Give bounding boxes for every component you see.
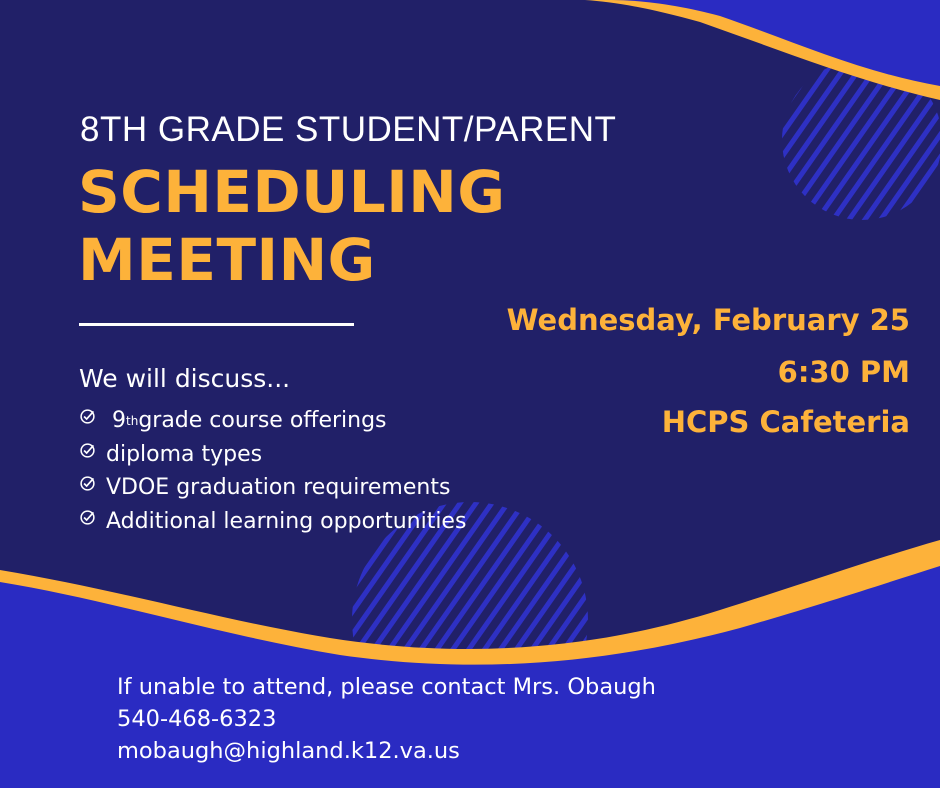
topic-item xyxy=(79,404,466,438)
topic-ordinal-suffix: th xyxy=(126,413,139,428)
topic-text: grade course offerings xyxy=(138,408,387,434)
contact-email: mobaugh@highland.k12.va.us xyxy=(117,738,460,764)
circle-check-icon xyxy=(79,475,96,492)
event-time: 6:30 PM xyxy=(777,355,910,389)
title-line-2: MEETING xyxy=(78,226,376,294)
topic-text: VDOE graduation requirements xyxy=(106,475,451,501)
circle-check-icon xyxy=(79,509,96,526)
circle-check-icon xyxy=(79,408,96,425)
topic-item xyxy=(79,505,466,539)
topic-text: diploma types xyxy=(106,441,263,467)
topic-item xyxy=(79,471,466,505)
discussion-intro: We will discuss... xyxy=(79,364,291,393)
divider-line xyxy=(79,323,354,326)
circle-check-icon xyxy=(79,442,96,459)
event-subtitle: 8TH GRADE STUDENT/PARENT xyxy=(80,110,617,149)
topic-text: Additional learning opportunities xyxy=(106,508,467,534)
contact-phone: 540-468-6323 xyxy=(117,706,277,732)
contact-note: If unable to attend, please contact Mrs. Obaugh xyxy=(117,674,656,700)
title-line-1: SCHEDULING xyxy=(78,158,506,226)
topic-list xyxy=(79,404,466,538)
topic-number: 9 xyxy=(112,408,126,434)
event-location: HCPS Cafeteria xyxy=(661,405,910,439)
event-date: Wednesday, February 25 xyxy=(506,303,910,337)
topic-item xyxy=(79,438,466,472)
